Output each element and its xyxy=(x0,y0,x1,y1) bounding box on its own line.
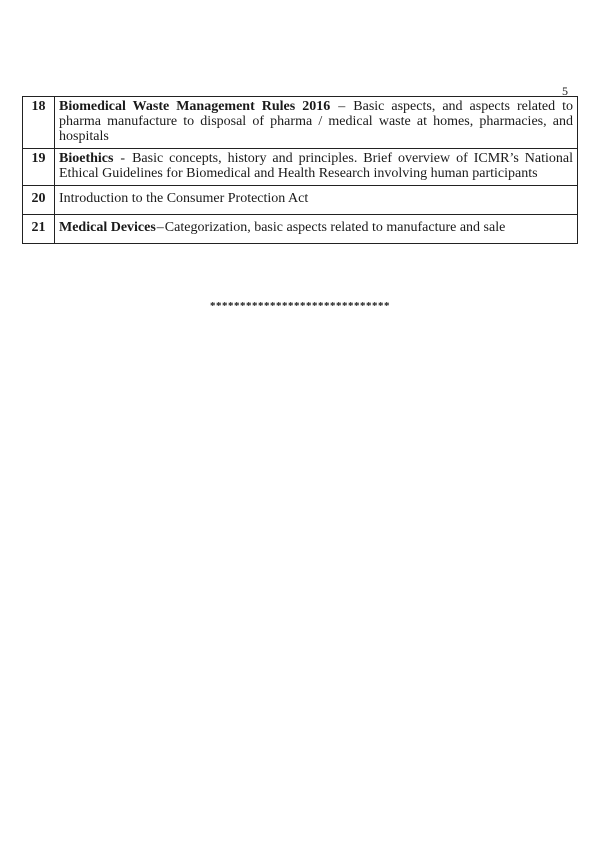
row-description xyxy=(55,186,578,215)
table-row xyxy=(23,97,578,149)
topic-text: Categorization, basic aspects related to manufacture and sale xyxy=(164,220,506,235)
table-row xyxy=(23,186,578,215)
row-number: 18 xyxy=(23,97,55,149)
title-separator: - xyxy=(120,151,126,166)
table-row xyxy=(23,149,578,186)
row-description xyxy=(55,215,578,244)
syllabus-table xyxy=(22,96,578,244)
topic-text: Basic aspects, and aspects related to pharma manufacture to disposal of pharma / medical waste at homes, pharmacies, and hospitals xyxy=(59,99,573,144)
topic-title: Medical Devices xyxy=(59,220,156,235)
topic-text: Introduction to the Consumer Protection Act xyxy=(59,191,309,206)
title-separator: – xyxy=(156,220,164,235)
end-of-section-marker: ****************************** xyxy=(210,300,390,312)
row-description xyxy=(55,97,578,149)
page-number: 5 xyxy=(562,84,568,98)
row-number: 19 xyxy=(23,149,55,186)
table-row xyxy=(23,215,578,244)
title-separator: – xyxy=(338,99,346,114)
topic-title: Biomedical Waste Management Rules 2016 xyxy=(59,99,331,114)
topic-title: Bioethics xyxy=(59,151,114,166)
topic-text: Basic concepts, history and principles. Brief overview of ICMR’s National Ethical Guidelines for Biomedical and Health Research involving human participants xyxy=(59,151,573,181)
row-number: 20 xyxy=(23,186,55,215)
row-description xyxy=(55,149,578,186)
row-number: 21 xyxy=(23,215,55,244)
